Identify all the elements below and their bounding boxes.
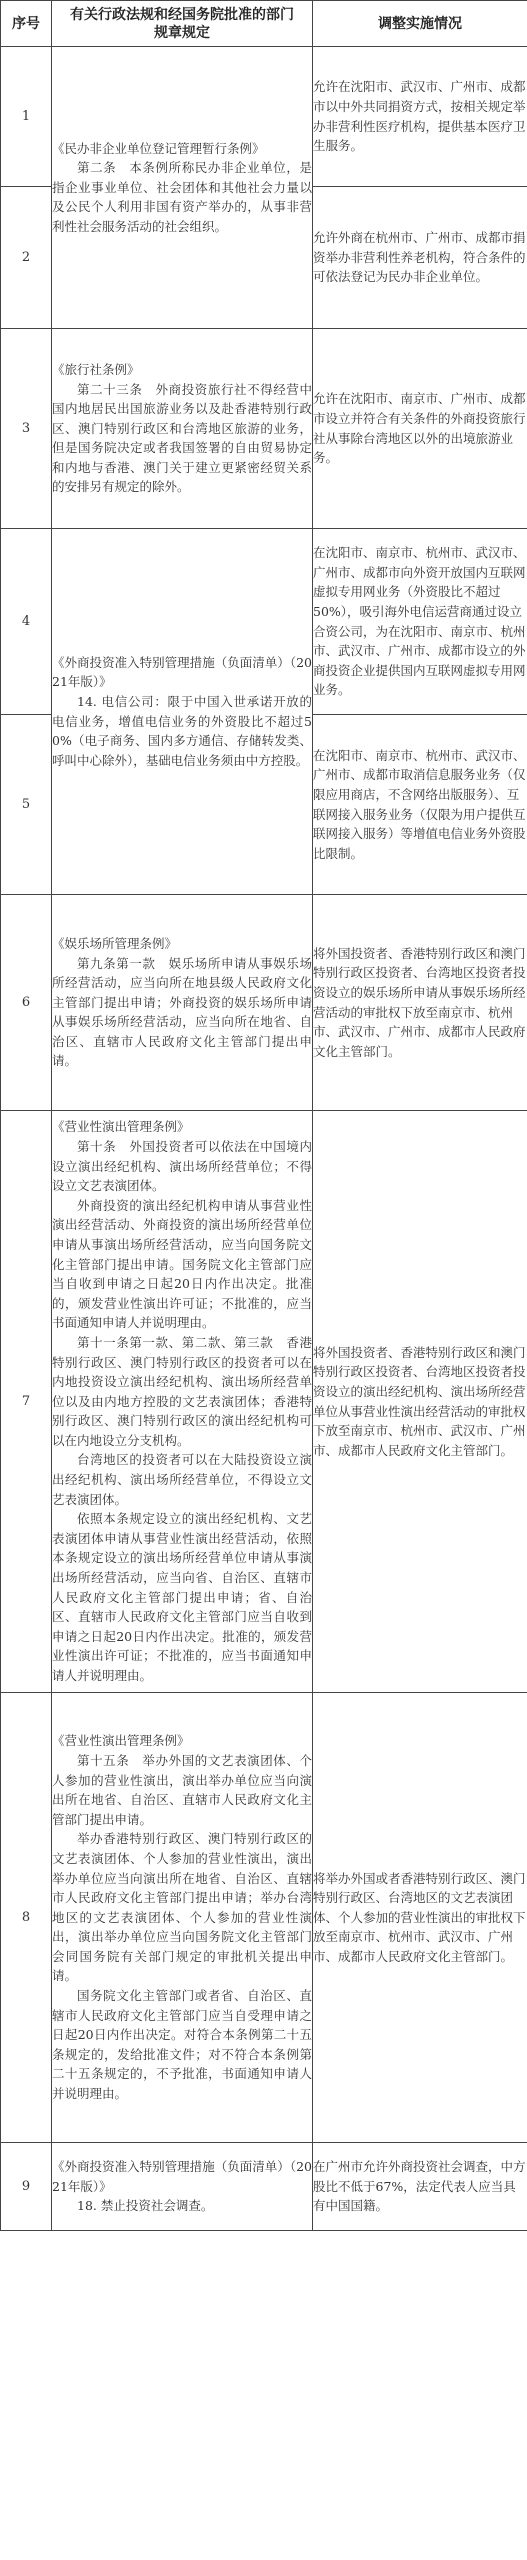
regulation-title: 《娱乐场所管理条例》 — [52, 935, 178, 951]
regulation-paragraph: 国务院文化主管部门或者省、自治区、直辖市人民政府文化主管部门应当自受理申请之日起20日内作出决定。对符合本条例第二十五条规定的，发给批准文件；对不符合本条例第二十五条规定的，不予批准，书面通知申请人并说明理由。 — [52, 1988, 312, 2102]
table-row — [1, 47, 527, 187]
table-row — [1, 2143, 527, 2231]
header-index: 序号 — [1, 1, 52, 47]
regulation-title: 《民办非企业单位登记管理暂行条例》 — [52, 140, 265, 156]
regulation-paragraph: 第十一条第一款、第二款、第三款 香港特别行政区、澳门特别行政区的投资者可以在内地投资设立演出经纪机构、演出场所经营单位以及由内地方控股的文艺表演团体；香港特别行政区、澳门特别行政区的演出经纪机构可以在内地设立分支机构。 — [52, 1334, 312, 1448]
adjustment-cell: 在沈阳市、南京市、杭州市、武汉市、广州市、成都市向外资开放国内互联网虚拟专用网业务（外资股比不超过50%），吸引海外电信运营商通过设立合资公司，为在沈阳市、南京市、杭州市、武汉市、广州市、成都市设立的外商投资企业提供国内互联网虚拟专用网业务。 — [313, 529, 527, 715]
table-row — [1, 1693, 527, 2143]
regulation-cell — [52, 2143, 313, 2231]
adjustment-cell: 将外国投资者、香港特别行政区和澳门特别行政区投资者、台湾地区投资者投资设立的娱乐场所申请从事娱乐场所经营活动的审批权下放至南京市、杭州市、武汉市、广州市、成都市人民政府文化主管部门。 — [313, 895, 527, 1111]
regulation-cell — [52, 329, 313, 529]
regulation-paragraph: 台湾地区的投资者可以在大陆投资设立演出经纪机构、演出场所经营单位，不得设立文艺表演团体。 — [52, 1452, 312, 1507]
regulation-paragraph: 外商投资的演出经纪机构申请从事营业性演出经营活动、外商投资的演出场所经营单位申请从事演出场所经营活动，应当向国务院文化主管部门提出申请。国务院文化主管部门应当自收到申请之日起20日内作出决定。批准的，颁发营业性演出许可证；不批准的，应当书面通知申请人并说明理由。 — [52, 1197, 312, 1331]
table-row — [1, 1111, 527, 1693]
regulation-title: 《旅行社条例》 — [52, 361, 140, 377]
regulation-title: 《外商投资准入特别管理措施（负面清单）（2021年版）》 — [52, 2159, 312, 2194]
header-adjustment: 调整实施情况 — [313, 1, 527, 47]
row-index: 5 — [1, 715, 52, 895]
regulation-paragraph: 18. 禁止投资社会调查。 — [77, 2198, 214, 2214]
regulation-paragraph: 第二十三条 外商投资旅行社不得经营中国内地居民出国旅游业务以及赴香港特别行政区、澳门特别行政区和台湾地区旅游的业务，但是国务院决定或者我国签署的自由贸易协定和内地与香港、澳门关于建立更紧密经贸关系的安排另有规定的除外。 — [52, 381, 312, 495]
row-index: 2 — [1, 187, 52, 329]
row-index: 8 — [1, 1693, 52, 2143]
regulation-title: 《营业性演出管理条例》 — [52, 1733, 190, 1749]
regulation-cell — [52, 47, 313, 329]
row-index: 3 — [1, 329, 52, 529]
row-index: 1 — [1, 47, 52, 187]
regulation-paragraph: 第九条第一款 娱乐场所申请从事娱乐场所经营活动，应当向所在地县级人民政府文化主管部门提出申请；外商投资的娱乐场所申请从事娱乐场所经营活动，应当向所在地省、自治区、直辖市人民政府文化主管部门提出申请。 — [52, 955, 312, 1069]
adjustment-cell: 允许在沈阳市、武汉市、广州市、成都市以中外共同捐资方式，按相关规定举办非营利性医疗机构，提供基本医疗卫生服务。 — [313, 47, 527, 187]
adjustment-cell: 将外国投资者、香港特别行政区和澳门特别行政区投资者、台湾地区投资者投资设立的演出经纪机构、演出场所经营单位从事营业性演出经营活动的审批权下放至南京市、杭州市、武汉市、广州市、成都市人民政府文化主管部门。 — [313, 1111, 527, 1693]
regulation-paragraph: 举办香港特别行政区、澳门特别行政区的文艺表演团体、个人参加的营业性演出，演出举办单位应当向演出所在地省、自治区、直辖市人民政府文化主管部门提出申请；举办台湾地区的文艺表演团体、个人参加的营业性演出，演出举办单位应当向国务院文化主管部门会同国务院有关部门规定的审批机关提出申请。 — [52, 1831, 312, 1984]
table-row — [1, 329, 527, 529]
row-index: 7 — [1, 1111, 52, 1693]
table-row — [1, 529, 527, 715]
adjustment-cell: 允许在沈阳市、南京市、广州市、成都市设立并符合有关条件的外商投资旅行社从事除台湾地区以外的出境旅游业务。 — [313, 329, 527, 529]
regulation-cell — [52, 895, 313, 1111]
table-row — [1, 895, 527, 1111]
regulation-paragraph: 14. 电信公司：限于中国入世承诺开放的电信业务，增值电信业务的外资股比不超过50%（电子商务、国内多方通信、存储转发类、呼叫中心除外），基础电信业务须由中方控股。 — [52, 693, 312, 768]
adjustment-cell: 将举办外国或者香港特别行政区、澳门特别行政区、台湾地区的文艺表演团体、个人参加的营业性演出的审批权下放至南京市、杭州市、武汉市、广州市、成都市人民政府文化主管部门。 — [313, 1693, 527, 2143]
regulation-paragraph: 依照本条规定设立的演出经纪机构、文艺表演团体申请从事营业性演出经营活动，依照本条规定设立的演出场所经营单位申请从事演出场所经营活动，应当向省、自治区、直辖市人民政府文化主管部门提出申请；省、自治区、直辖市人民政府文化主管部门应当自收到申请之日起20日内作出决定。批准的，颁发营业性演出许可证；不批准的，应当书面通知申请人并说明理由。 — [52, 1511, 312, 1684]
row-index: 4 — [1, 529, 52, 715]
row-index: 6 — [1, 895, 52, 1111]
regulation-title: 《外商投资准入特别管理措施（负面清单）（2021年版）》 — [52, 654, 312, 690]
regulation-cell — [52, 529, 313, 895]
header-row — [1, 1, 527, 47]
adjustment-cell: 允许外商在杭州市、广州市、成都市捐资举办非营利性养老机构，符合条件的可依法登记为民办非企业单位。 — [313, 187, 527, 329]
regulation-cell — [52, 1693, 313, 2143]
header-regulation: 有关行政法规和经国务院批准的部门规章规定 — [52, 1, 313, 47]
regulation-paragraph: 第十五条 举办外国的文艺表演团体、个人参加的营业性演出，演出举办单位应当向演出所在地省、自治区、直辖市人民政府文化主管部门提出申请。 — [52, 1752, 312, 1827]
regulation-cell — [52, 1111, 313, 1693]
regulation-paragraph: 第十条 外国投资者可以依法在中国境内设立演出经纪机构、演出场所经营单位；不得设立文艺表演团体。 — [52, 1138, 312, 1194]
row-index: 9 — [1, 2143, 52, 2231]
adjustment-cell: 在广州市允许外商投资社会调查，中方股比不低于67%，法定代表人应当具有中国国籍。 — [313, 2143, 527, 2231]
regulation-paragraph: 第二条 本条例所称民办非企业单位，是指企业事业单位、社会团体和其他社会力量以及公民个人利用非国有资产举办的，从事非营利性社会服务活动的社会组织。 — [52, 160, 312, 234]
regulation-title: 《营业性演出管理条例》 — [52, 1119, 190, 1135]
adjustment-cell: 在沈阳市、南京市、杭州市、武汉市、广州市、成都市取消信息服务业务（仅限应用商店，不含网络出版服务）、互联网接入服务业务（仅限为用户提供互联网接入服务）等增值电信业务外资股比限制。 — [313, 715, 527, 895]
